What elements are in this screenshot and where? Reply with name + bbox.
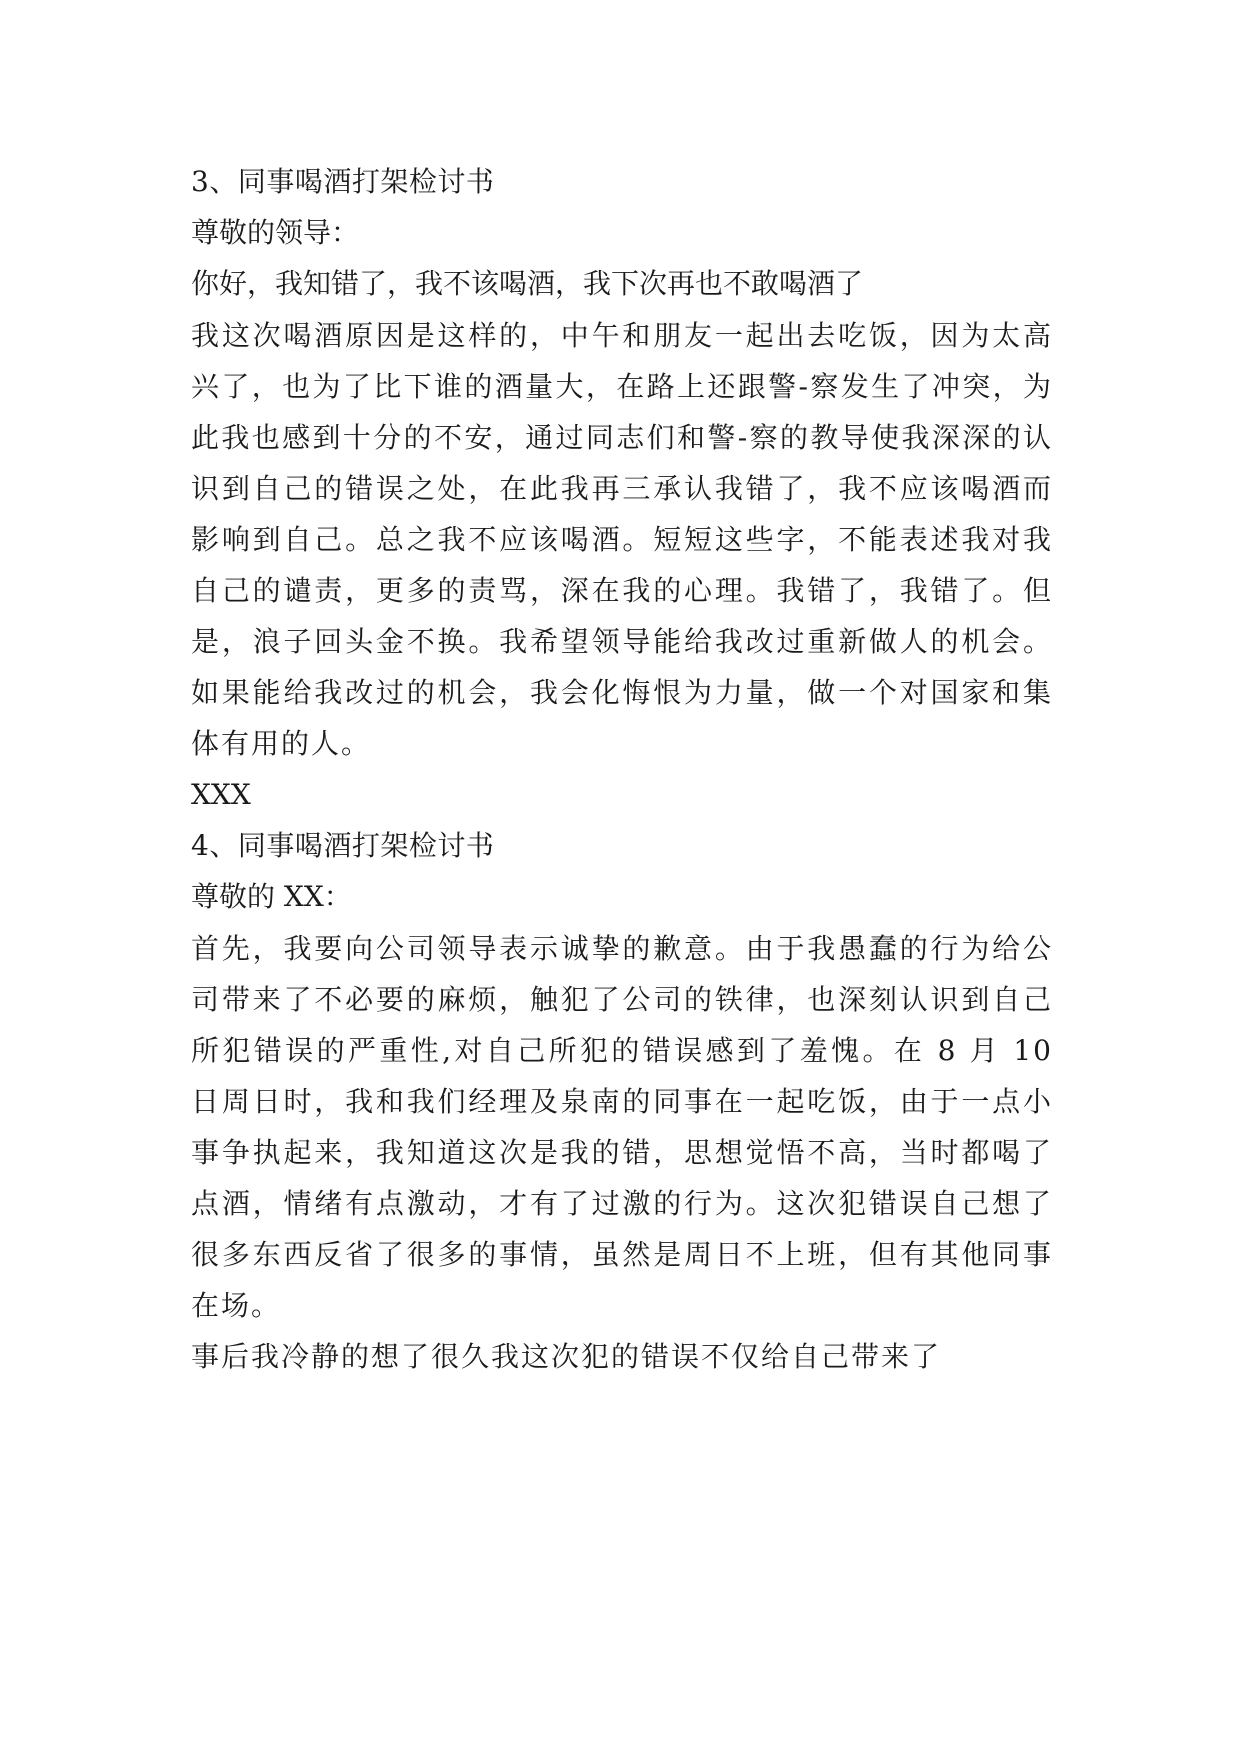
section-4-body-paragraph-1: 首先，我要向公司领导表示诚挚的歉意。由于我愚蠢的行为给公司带来了不必要的麻烦，触犯了公司的铁律，也深刻认识到自己所犯错误的严重性,对自己所犯的错误感到了羞愧。在 8 月 10 日周日时，我和我们经理及泉南的同事在一起吃饭，由于一点小事争执起来，我知道这次是我的错，思想觉悟不高，当时都喝了点酒，情绪有点激动，才有了过激的行为。这次犯错误自己想了很多东西反省了很多的事情，虽然是周日不上班，但有其他同事在场。	[191, 932, 1053, 1322]
document-content	[191, 162, 1053, 1382]
section-4-title: 4、同事喝酒打架检讨书	[191, 829, 495, 862]
section-3-signature: XXX	[191, 778, 251, 811]
section-3-body: 我这次喝酒原因是这样的，中午和朋友一起出去吃饭，因为太高兴了，也为了比下谁的酒量大，在路上还跟警-察发生了冲突，为此我也感到十分的不安，通过同志们和警-察的教导使我深深的认识到自己的错误之处，在此我再三承认我错了，我不应该喝酒而影响到自己。总之我不应该喝酒。短短这些字，不能表述我对我自己的谴责，更多的责骂，深在我的心理。我错了，我错了。但是，浪子回头金不换。我希望领导能给我改过重新做人的机会。如果能给我改过的机会，我会化悔恨为力量，做一个对国家和集体有用的人。	[191, 319, 1053, 760]
section-3-greeting: 你好，我知错了，我不该喝酒，我下次再也不敢喝酒了	[191, 267, 864, 300]
section-3-salutation: 尊敬的领导：	[191, 216, 360, 249]
section-4-body-paragraph-2: 事后我冷静的想了很久我这次犯的错误不仅给自己带来了	[191, 1340, 942, 1373]
section-3-title: 3、同事喝酒打架检讨书	[191, 165, 495, 198]
section-4-salutation: 尊敬的 XX：	[191, 880, 352, 913]
